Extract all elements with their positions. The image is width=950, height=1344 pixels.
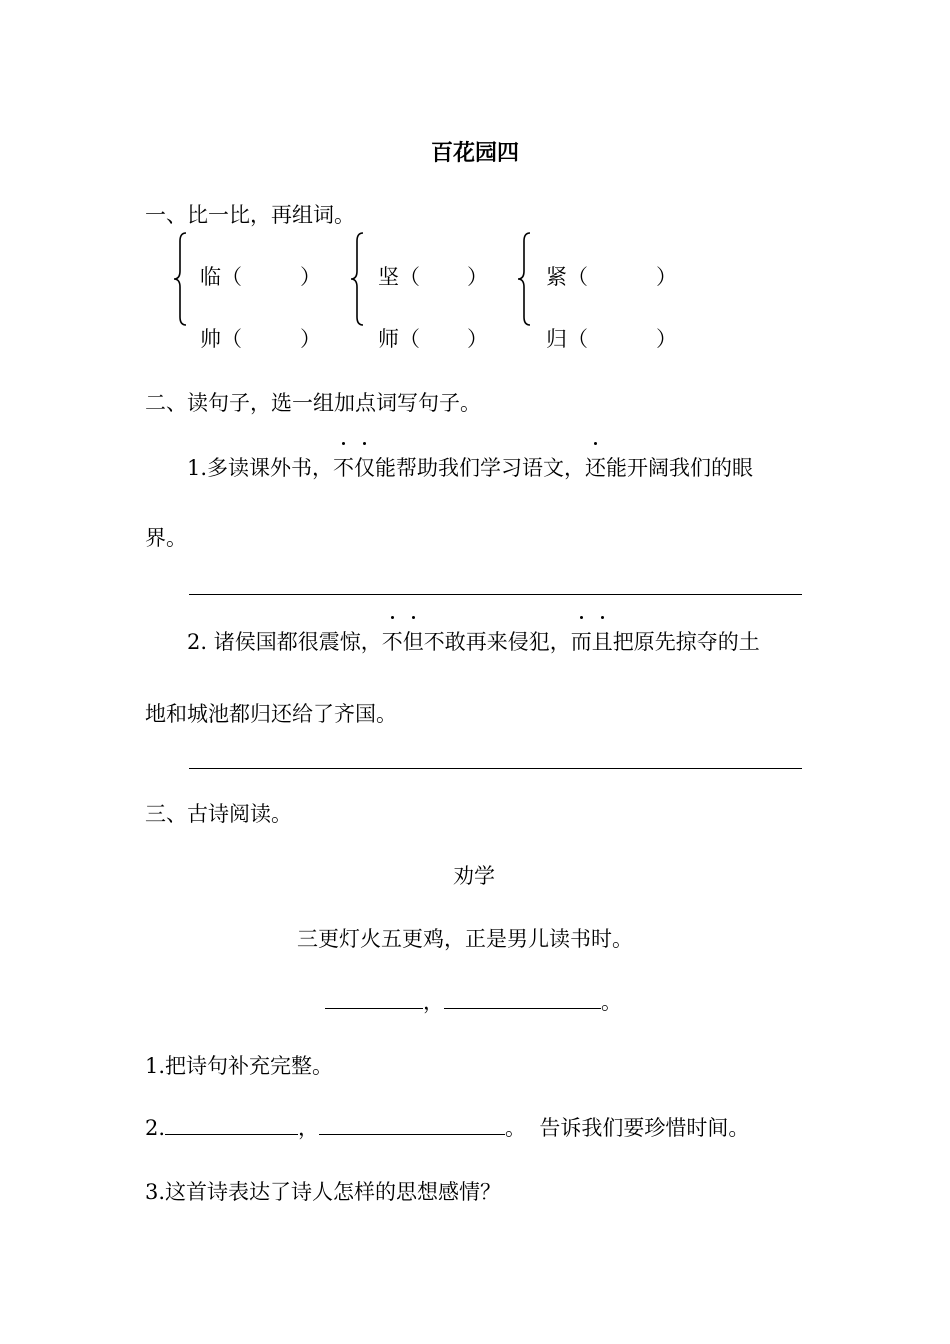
- sentence1: 1.多读课外书，不仅能帮助我们学习语文，还能开阔我们的眼: [187, 456, 754, 480]
- dotted-char: 还: [585, 456, 607, 480]
- poem-blank-2[interactable]: [444, 988, 601, 1009]
- group2-bottom-close: ）: [467, 327, 488, 351]
- group1-bottom-close: ）: [300, 327, 321, 351]
- group2-bottom: 师（: [378, 327, 420, 351]
- question-1: 1.把诗句补充完整。: [145, 1054, 334, 1078]
- question-2: 2. ， 。 告诉我们要珍惜时间。: [145, 1116, 750, 1140]
- group3-bottom-close: ）: [656, 327, 677, 351]
- poem-title: 劝学: [453, 864, 495, 888]
- group1-top-close: ）: [300, 265, 321, 289]
- dotted-char: 仅: [354, 456, 376, 480]
- page-title: 百花园四: [431, 140, 520, 166]
- sentence2-cont: 地和城池都归还给了齐国。: [145, 702, 397, 726]
- section3-heading: 三、古诗阅读。: [145, 802, 292, 826]
- group3-top: 紧（: [546, 265, 588, 289]
- group2-top: 坚（: [378, 265, 420, 289]
- sentence2: 2. 诸侯国都很震惊，不但不敢再来侵犯，而且把原先掠夺的土: [187, 630, 760, 654]
- group3-bottom: 归（: [546, 327, 588, 351]
- sentence1-cont: 界。: [145, 526, 187, 550]
- group3-top-close: ）: [656, 265, 677, 289]
- dotted-char: 但: [402, 630, 424, 654]
- dotted-char: 不: [381, 630, 403, 654]
- dotted-char: 而: [570, 630, 592, 654]
- answer-line-1[interactable]: [189, 594, 802, 595]
- brace-2: [349, 231, 365, 327]
- brace-1: [172, 231, 188, 327]
- brace-3: [516, 231, 532, 327]
- section1-heading: 一、比一比，再组词。: [145, 203, 355, 227]
- poem-line-2: ， 。: [325, 988, 622, 1016]
- q2-blank-2[interactable]: [319, 1114, 505, 1135]
- dotted-char: 且: [591, 630, 613, 654]
- question-3: 3.这首诗表达了诗人怎样的思想感情？: [145, 1180, 502, 1204]
- poem-blank-1[interactable]: [325, 988, 423, 1009]
- q2-blank-1[interactable]: [165, 1114, 298, 1135]
- group1-top: 临（: [200, 265, 242, 289]
- group1-bottom: 帅（: [200, 327, 242, 351]
- poem-line-1: 三更灯火五更鸡，正是男儿读书时。: [297, 927, 633, 951]
- section2-heading: 二、读句子，选一组加点词写句子。: [145, 391, 481, 415]
- dotted-char: 不: [333, 456, 355, 480]
- answer-line-2[interactable]: [189, 768, 802, 769]
- group2-top-close: ）: [467, 265, 488, 289]
